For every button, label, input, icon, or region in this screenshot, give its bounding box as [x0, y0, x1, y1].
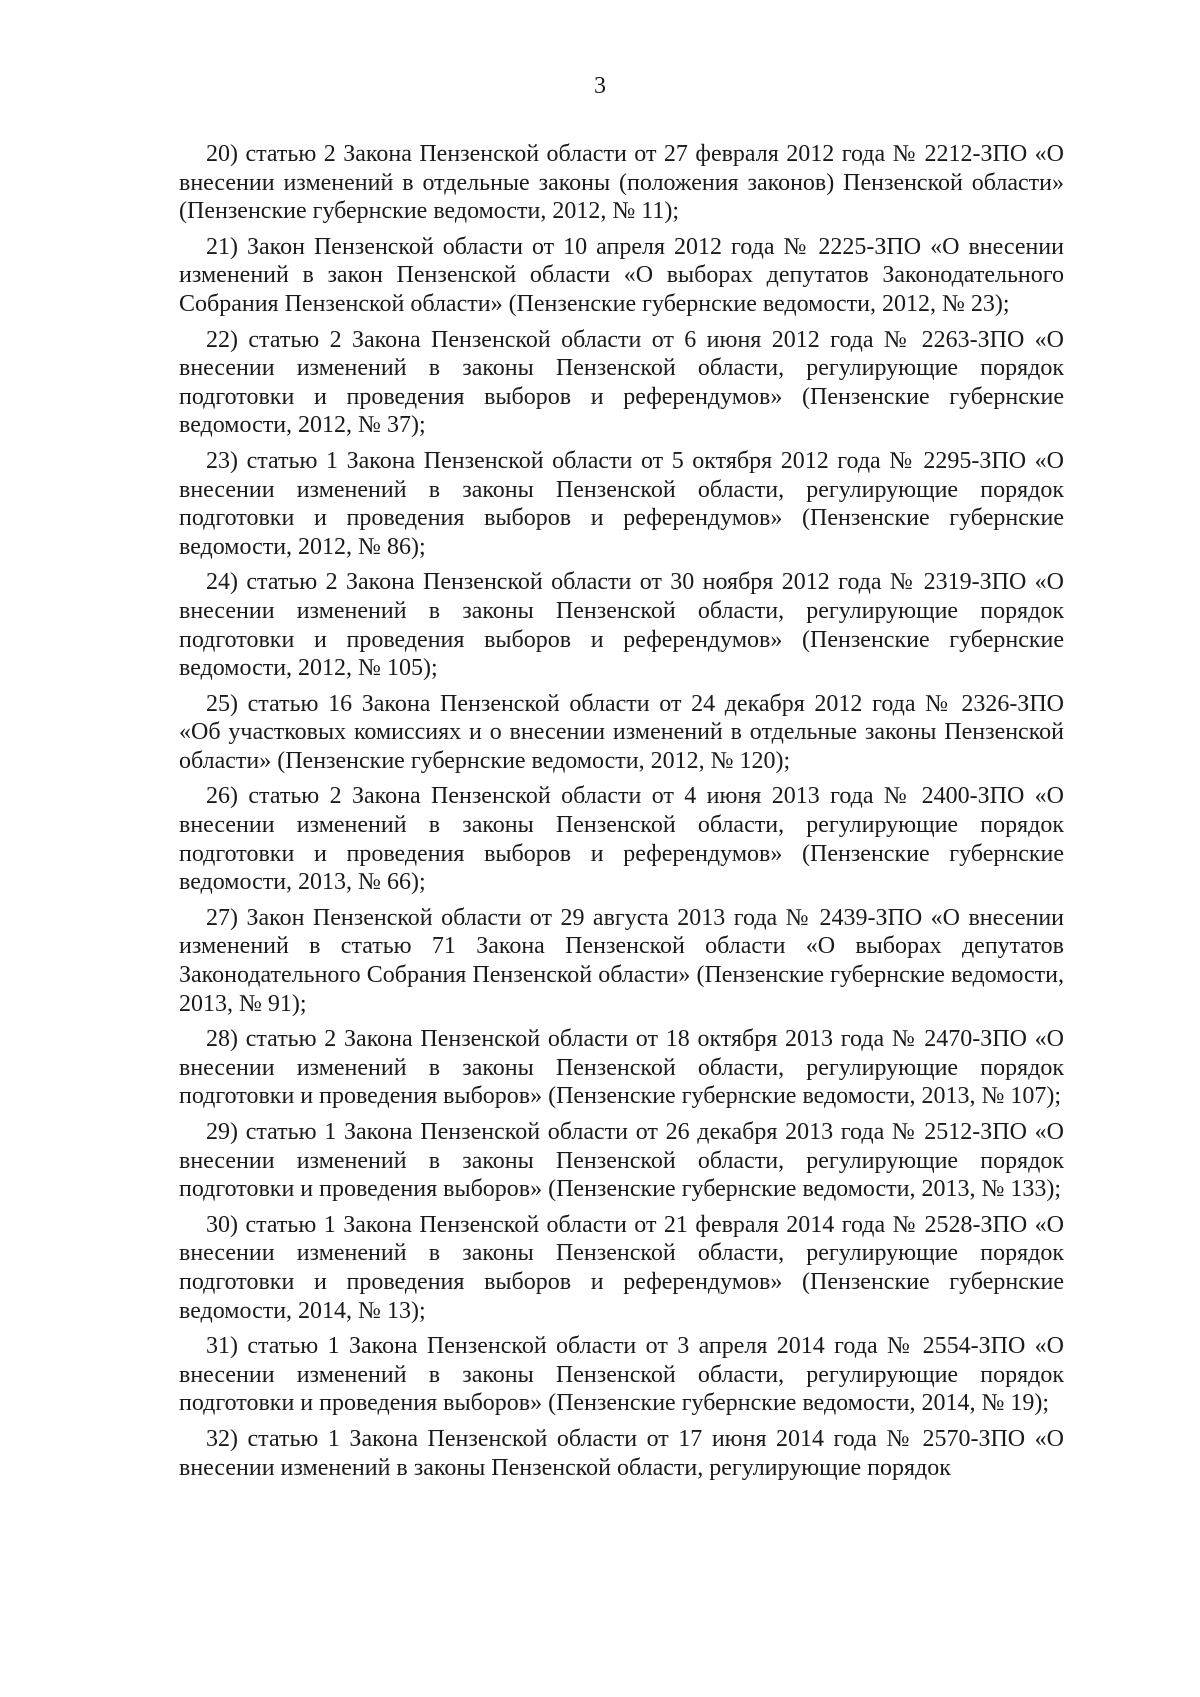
list-item-21: 21) Закон Пензенской области от 10 апреля 2012 года № 2225-ЗПО «О внесении изменений в закон Пензенской области «О выборах депутатов Законодательного Собрания Пензенской области» (Пензенские губернские ведомости, 2012, № 23); [179, 233, 1064, 317]
document-body [179, 140, 1064, 1489]
list-item-31: 31) статью 1 Закона Пензенской области от 3 апреля 2014 года № 2554-ЗПО «О внесении изменений в законы Пензенской области, регулирующие порядок подготовки и проведения выборов» (Пензенские губернские ведомости, 2014, № 19); [179, 1333, 1064, 1417]
list-item-20: 20) статью 2 Закона Пензенской области от 27 февраля 2012 года № 2212-ЗПО «О внесении изменений в отдельные законы (положения законов) Пензенской области» (Пензенские губернские ведомости, 2012, № 11); [179, 141, 1064, 225]
page-number: 3 [594, 73, 606, 99]
list-item-30: 30) статью 1 Закона Пензенской области от 21 февраля 2014 года № 2528-ЗПО «О внесении изменений в законы Пензенской области, регулирующие порядок подготовки и проведения выборов и референдумов» (Пензенские губернские ведомости, 2014, № 13); [179, 1211, 1064, 1324]
list-item-27: 27) Закон Пензенской области от 29 августа 2013 года № 2439-ЗПО «О внесении изменений в статью 71 Закона Пензенской области «О выборах депутатов Законодательного Собрания Пензенской области» (Пензенские губернские ведомости, 2013, № 91); [179, 904, 1064, 1017]
list-item-28: 28) статью 2 Закона Пензенской области от 18 октября 2013 года № 2470-ЗПО «О внесении изменений в законы Пензенской области, регулирующие порядок подготовки и проведения выборов» (Пензенские губернские ведомости, 2013, № 107); [179, 1026, 1064, 1110]
list-item-25: 25) статью 16 Закона Пензенской области от 24 декабря 2012 года № 2326-ЗПО «Об участковых комиссиях и о внесении изменений в отдельные законы Пензенской области» (Пензенские губернские ведомости, 2012, № 120); [179, 690, 1064, 774]
list-item-26: 26) статью 2 Закона Пензенской области от 4 июня 2013 года № 2400-ЗПО «О внесении изменений в законы Пензенской области, регулирующие порядок подготовки и проведения выборов и референдумов» (Пензенские губернские ведомости, 2013, № 66); [179, 783, 1064, 896]
list-item-24: 24) статью 2 Закона Пензенской области от 30 ноября 2012 года № 2319-ЗПО «О внесении изменений в законы Пензенской области, регулирующие порядок подготовки и проведения выборов и референдумов» (Пензенские губернские ведомости, 2012, № 105); [179, 569, 1064, 682]
list-item-29: 29) статью 1 Закона Пензенской области от 26 декабря 2013 года № 2512-ЗПО «О внесении изменений в законы Пензенской области, регулирующие порядок подготовки и проведения выборов» (Пензенские губернские ведомости, 2013, № 133); [179, 1119, 1064, 1203]
list-item-22: 22) статью 2 Закона Пензенской области от 6 июня 2012 года № 2263-ЗПО «О внесении изменений в законы Пензенской области, регулирующие порядок подготовки и проведения выборов и референдумов» (Пензенские губернские ведомости, 2012, № 37); [179, 326, 1064, 439]
list-item-32: 32) статью 1 Закона Пензенской области от 17 июня 2014 года № 2570-ЗПО «О внесении изменений в законы Пензенской области, регулирующие порядок [179, 1425, 1064, 1481]
list-item-23: 23) статью 1 Закона Пензенской области от 5 октября 2012 года № 2295-ЗПО «О внесении изменений в законы Пензенской области, регулирующие порядок подготовки и проведения выборов и референдумов» (Пензенские губернские ведомости, 2012, № 86); [179, 447, 1064, 560]
